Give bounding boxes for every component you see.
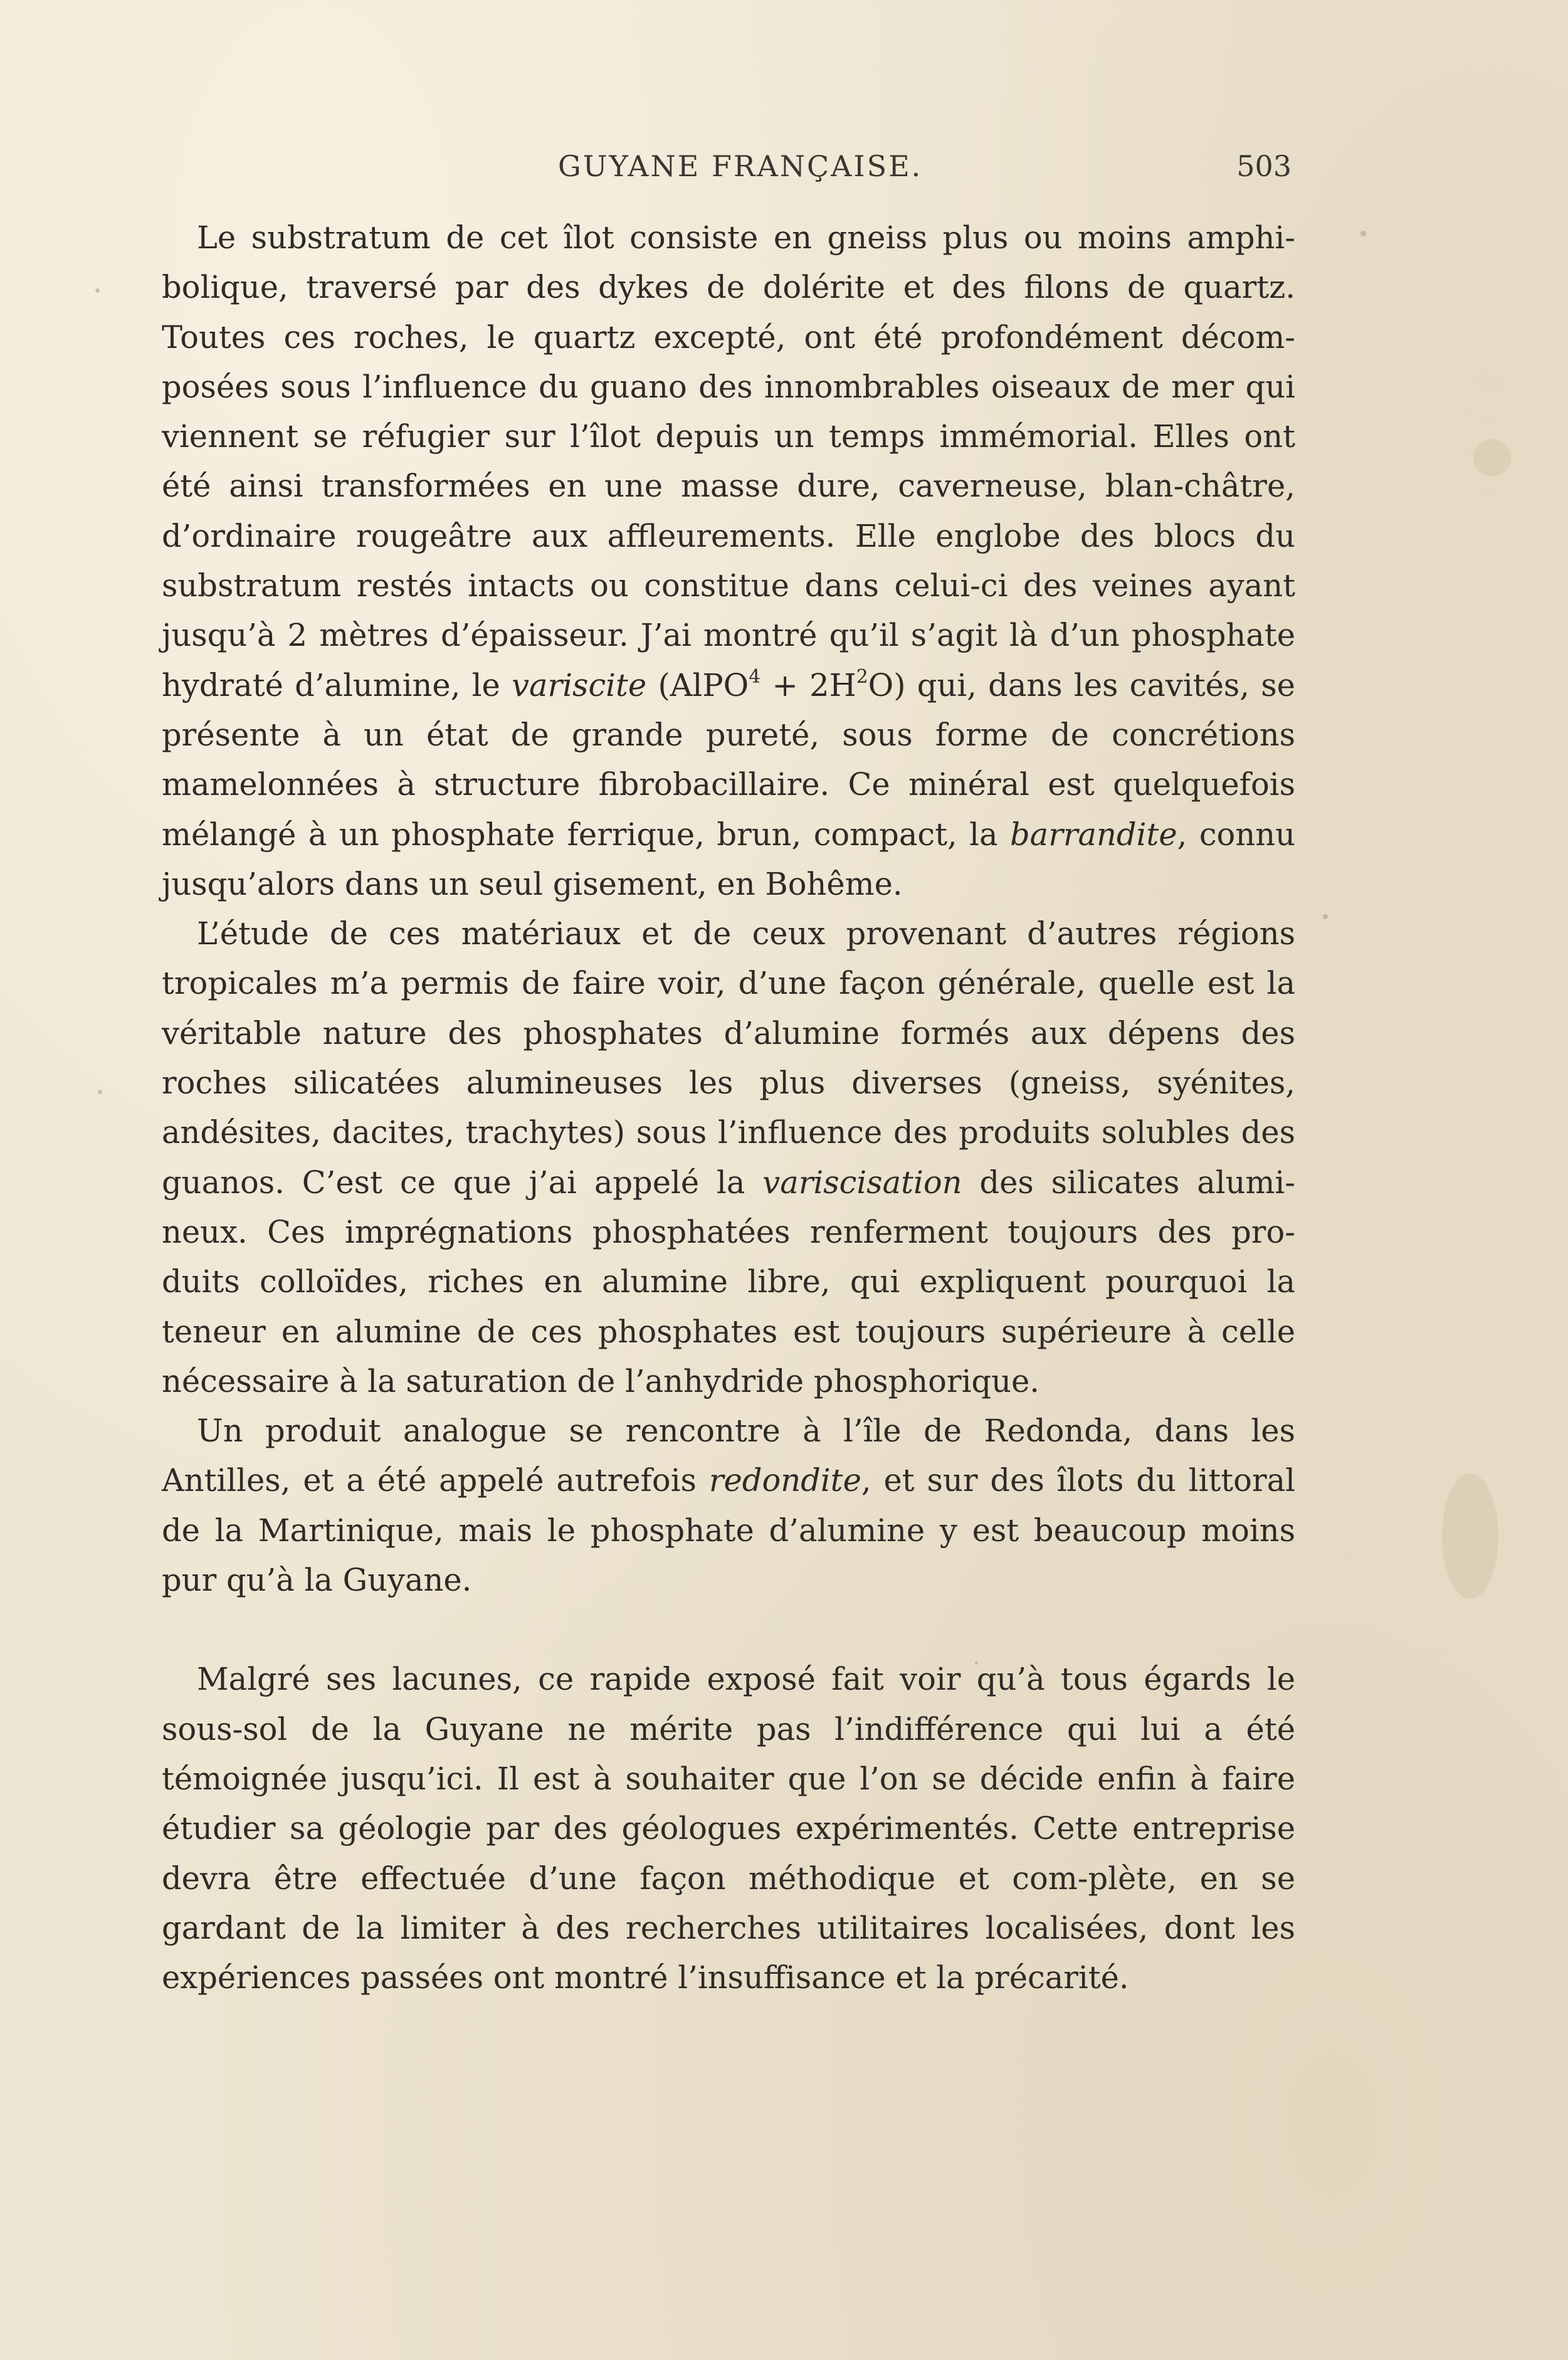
page-number: 503: [1236, 149, 1292, 183]
paper-speck: [1323, 914, 1328, 919]
text-run: des silicates alumi-neux. Ces imprégnations phosphatées renferment toujours des pro-duits colloïdes, riches en alumine libre, qui expliquent pourquoi la teneur en alumine de ces phosphates est toujours supérieure à celle nécessaire à la saturation de l’anhydride phosphorique.: [162, 1164, 1295, 1399]
mineral-name-italic: barrandite: [1010, 816, 1177, 853]
formula-superscript: 4: [749, 666, 761, 688]
formula-superscript: 2: [856, 666, 868, 688]
paper-speck: [1360, 231, 1366, 236]
formula-text: + 2H: [772, 666, 856, 703]
paragraph-phosphates-study: [162, 909, 1295, 1406]
mineral-name-italic: redondite: [708, 1462, 861, 1499]
text-run: Malgré ses lacunes, ce rapide exposé fait voir qu’à tous égards le sous-sol de la Guyane ne mérite pas l’indifférence qui lui a été témoignée jusqu’ici. Il est à souhaiter que l’on se décide enfin à faire étudier sa géologie par des géologues expérimentés. Cette entreprise devra être effectuée d’une façon méthodique et com-plète, en se gardant de la limiter à des recherches utilitaires localisées, dont les expériences passées ont montré l’insuffisance et la précarité.: [162, 1661, 1295, 1996]
paragraph-substratum: [162, 213, 1295, 909]
mineral-name-italic: variscite: [512, 666, 647, 703]
paper-stain: [1473, 439, 1511, 477]
body-text: [162, 213, 1295, 2003]
paper-speck: [98, 1090, 102, 1094]
text-run: , connu jusqu’alors dans un seul gisement, en Bohême.: [162, 816, 1295, 902]
text-run: Un produit analogue se rencontre à l’île de Redonda, dans les Antilles, et a été appelé autrefois: [162, 1413, 1295, 1499]
running-title: GUYANE FRANÇAISE.: [558, 149, 923, 183]
paper-speck: [95, 288, 100, 293]
running-head: [163, 149, 1292, 199]
paper-stain: [1442, 1473, 1498, 1599]
text-run: Le substratum de cet îlot consiste en gneiss plus ou moins amphi-bolique, traversé par des dykes de dolérite et des filons de quartz. Toutes ces roches, le quartz excepté, ont été profondément décom-posées sous l’influence du guano des innombrables oiseaux de mer qui viennent se réfugier sur l’îlot depuis un temps immémorial. Elles ont été ainsi transformées en une masse dure, caverneuse, blan-châtre, d’ordinaire rougeâtre aux affleurements. Elle englobe des blocs du substratum restés intacts ou constitue dans celui-ci des veines ayant jusqu’à 2 mètres d’épaisseur. J’ai montré qu’il s’agit là d’un phosphate hydraté d’alumine, le: [162, 219, 1295, 703]
formula-text: (AlPO: [658, 666, 749, 703]
text-run: , et sur des îlots du littoral de la Martinique, mais le phosphate d’alumine y est beaucoup moins pur qu’à la Guyane.: [162, 1462, 1295, 1599]
text-run: O) qui, dans les cavités, se présente à un état de grande pureté, sous forme de concrétions mamelonnées à structure fibrobacillaire. Ce minéral est quelquefois mélangé à un phosphate ferrique, brun, compact, la: [162, 666, 1295, 853]
text-run: L’étude de ces matériaux et de ceux provenant d’autres régions tropicales m’a permis de faire voir, d’une façon générale, quelle est la véritable nature des phosphates d’alumine formés aux dépens des roches silicatées alumineuses les plus diverses (gneiss, syénites, andésites, dacites, trachytes) sous l’influence des produits solubles des guanos. C’est ce que j’ai appelé la: [162, 915, 1295, 1201]
paragraph-conclusion: [162, 1655, 1295, 2003]
paragraph-redonda: [162, 1406, 1295, 1605]
term-italic: variscisation: [762, 1164, 962, 1201]
